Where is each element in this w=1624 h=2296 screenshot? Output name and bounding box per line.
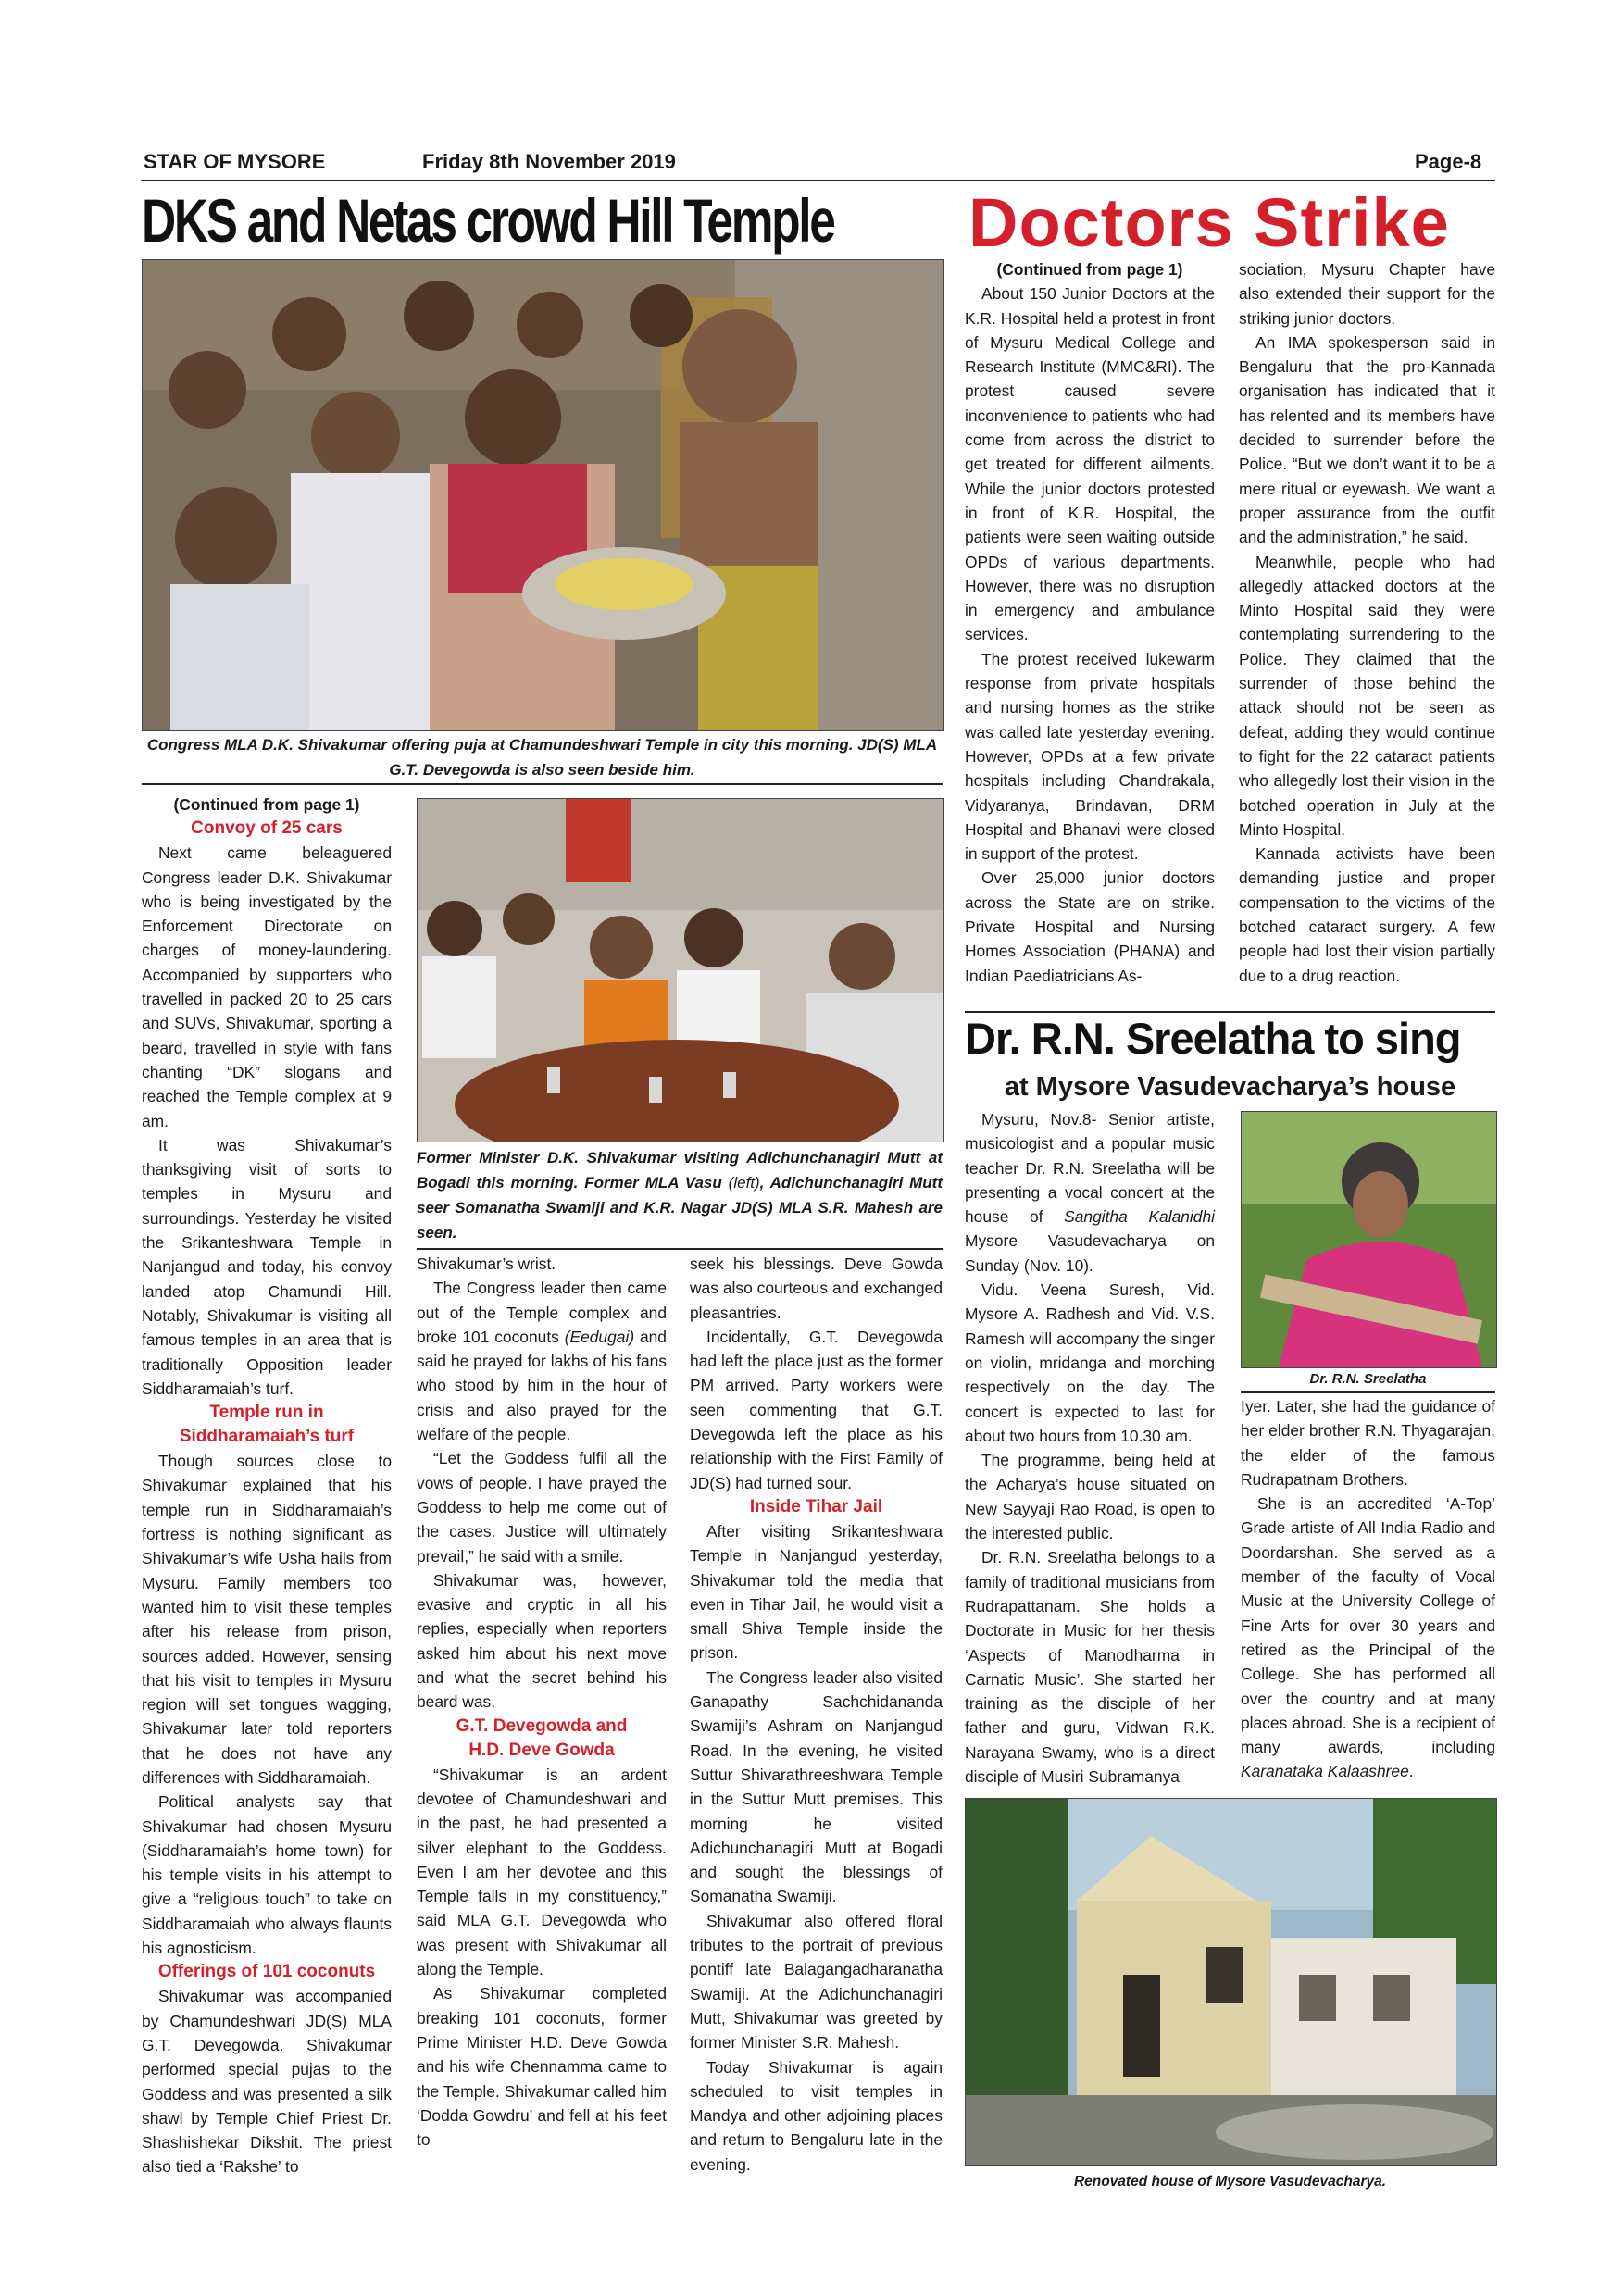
paragraph: Next came beleaguered Congress leader D.K. Shivakumar who is being investigated by the Enforcement Directorate on charges of money-laundering. Accompanied by supporters who travelled in packed 20 to 25 cars and SUVs, Shivakumar, sporting a beard, travelled in style with fans chanting “DK” slogans and reached the Temple complex at 9 am. [142, 843, 392, 1130]
photo-mutt-visit [417, 798, 944, 1142]
paragraph: An IMA spokesperson said in Bengaluru that the pro-Kannada organisation has indicated that it has relented and its members have decided to surrender before the Police. “But we don’t want it to be a mere ritual or eyewash. We want a proper assurance from the outfit and the administration,” he said. [1239, 332, 1495, 547]
paragraph: Though sources close to Shivakumar explained that his temple run in Siddharamaiah’s fortress is nothing significant as Shivakumar’s wife Usha hails from Mysuru. Family members too wanted him to visit these temples after his release from prison, sources added. However, sensing that his visit to temples in Mysuru region will set tongues wagging, Shivakumar later told reporters that he does not have any differences with Siddharamaiah. [142, 1452, 392, 1787]
paragraph: Political analysts say that Shivakumar had chosen Mysuru (Siddharamaiah’s home town) for his temple visits in his attempt to give a “religious touch” to take on Siddharamaiah who always flaunts his agnosticism. [142, 1792, 392, 1958]
subhead-gt-devegowda: G.T. Devegowda and H.D. Deve Gowda [456, 1716, 628, 1760]
paragraph: The protest received lukewarm response from private hospitals and nursing homes as the strike was called late yesterday evening. However, OPDs at a few private hospitals including Chandrakala, Vidyaranya, Brindavan, DRM Hospital and Bhanavi were closed in support of the protest. [965, 649, 1215, 864]
paragraph: Mysuru, Nov.8- Senior artiste, musicologist and a popular music teacher Dr. R.N. Sreelatha will be presenting a vocal concert at the house of Sangitha Kalanidhi Mysore Vasudevacharya on Sunday (Nov. 10). [965, 1110, 1215, 1275]
paragraph: After visiting Srikanteshwara Temple in Nanjangud yesterday, Shivakumar told the media that even in Tihar Jail, he would visit a small Shiva Temple inside the prison. [690, 1521, 943, 1663]
subhead-tihar: Inside Tihar Jail [749, 1496, 883, 1516]
story1-column-3 [690, 1252, 943, 2177]
paragraph: Shivakumar’s wrist. [417, 1254, 556, 1273]
paragraph: The Congress leader also visited Ganapathy Sachchidananda Swamiji’s Ashram on Nanjangud Road. In the evening, he visited Suttur Shivarathreeshwara Temple in the Suttur Mutt premises. This morning he visited Adichunchanagiri Mutt at Bogadi and sought the blessings of Somanatha Swamiji. [690, 1667, 943, 1906]
paragraph: Meanwhile, people who had allegedly attacked doctors at the Minto Hospital said they were contemplating surrendering to the Police. They claimed that the surrender of those behind the attack should not be seen as defeat, adding they would continue to fight for the 22 cataract patients who allegedly lost their vision in the botched operation in July at the Minto Hospital. [1239, 552, 1495, 839]
paragraph: Over 25,000 junior doctors across the State are on strike. Private Hospital and Nursing Homes Association (PHANA) and Indian Paediatricians As- [965, 868, 1215, 985]
portrait-caption: Dr. R.N. Sreelatha [1309, 1371, 1427, 1387]
story1-column-1 [142, 792, 392, 2179]
paragraph: The Congress leader then came out of the Temple complex and broke 101 coconuts (Eedugai) and said he prayed for lakhs of his fans who stood by him in the hour of crisis and also prayed for the welfare of the people. [417, 1279, 667, 1444]
subheadline-sreelatha: at Mysore Vasudevacharya’s house [1004, 1072, 1456, 1102]
masthead-paper-name: STAR OF MYSORE [144, 150, 326, 173]
continued-note: (Continued from page 1) [996, 260, 1183, 279]
caption-rule-2 [417, 1248, 943, 1250]
subhead-temple-run: Temple run in Siddharamaiah’s turf [179, 1403, 355, 1447]
paragraph: seek his blessings. Deve Gowda was also courteous and exchanged pleasantries. [690, 1254, 943, 1322]
paragraph: Vidu. Veena Suresh, Vid. Mysore A. Radhesh and Vid. V.S. Ramesh will accompany the singer on violin, mridanga and morching respectively on the day. The concert is expected to last for about two hours from 10.30 am. [965, 1280, 1215, 1445]
paragraph: sociation, Mysuru Chapter have also extended their support for the striking junior doctors. [1239, 260, 1495, 328]
paragraph: It was Shivakumar’s thanksgiving visit of sorts to temples in Mysuru and surroundings. Yesterday he visited the Srikanteshwara Temple in Nanjangud and today, his convoy landed atop Chamundi Hill. Notably, Shivakumar is visiting all famous temples in an area that is traditionally Opposition leader Siddharamaiah’s turf. [142, 1135, 392, 1398]
paragraph: Dr. R.N. Sreelatha belongs to a family of traditional musicians from Rudrapattanam. She holds a Doctorate in Music for her thesis ‘Aspects of Manodharma in Carnatic Music’. She started her training as the disciple of her father and guru, Vidwan R.K. Narayana Swamy, who is a direct disciple of Musiri Subramanya [965, 1548, 1215, 1787]
photo-temple-puja [142, 259, 944, 731]
story2-column-2 [1239, 257, 1495, 988]
headline-sreelatha: Dr. R.N. Sreelatha to sing [965, 1014, 1461, 1063]
story3-column-1 [965, 1107, 1215, 1789]
subhead-convoy: Convoy of 25 cars [191, 818, 343, 839]
paragraph: Shivakumar also offered floral tributes to the portrait of previous pontiff late Balagangadharanatha Swamiji. At the Adichunchanagiri Mutt, Shivakumar was greeted by former Minister S.R. Mahesh. [690, 1911, 943, 2053]
paragraph: As Shivakumar completed breaking 101 coconuts, former Prime Minister H.D. Deve Gowda and his wife Chennamma came to the Temple. Shivakumar called him ‘Dodda Gowdru’ and fell at his feet to [417, 1984, 667, 2150]
photo-mutt-caption: Former Minister D.K. Shivakumar visiting Adichunchanagiri Mutt at Bogadi this morning. Former MLA Vasu (left), Adichunchanagiri Mutt seer Somanatha Swamiji and K.R. Nagar JD(S) MLA S.R. Mahesh are seen. [417, 1149, 943, 1242]
subhead-offerings: Offerings of 101 coconuts [157, 1962, 376, 1982]
headline-doctors-strike: Doctors Strike [968, 184, 1450, 261]
paragraph: “Let the Goddess fulfil all the vows of people. I have prayed the Goddess to help me come out of the cases. Justice will ultimately prevail,” he said with a smile. [417, 1449, 667, 1566]
paragraph: She is an accredited ‘A-Top’ Grade artiste of All India Radio and Doordarshan. She served as a member of the faculty of Vocal Music at the University College of Fine Arts for over 30 years and retired as the Principal of the College. She has performed all over the country and at many places abroad. She is a recipient of many awards, including Karanataka Kalaashree. [1241, 1494, 1495, 1781]
story2-column-1 [965, 257, 1215, 988]
paragraph: Today Shivakumar is again scheduled to visit temples in Mandya and other adjoining places and return to Bengaluru late in the evening. [690, 2057, 943, 2174]
masthead-page-number: Page-8 [1415, 150, 1482, 173]
headline-dks: DKS and Netas crowd Hill Temple [142, 186, 834, 255]
paragraph: About 150 Junior Doctors at the K.R. Hospital held a protest in front of Mysuru Medical College and Research Institute (MMC&RI). The protest caused severe inconvenience to patients who had come from across the district to get treated for different ailments. While the junior doctors protested in front of K.R. Hospital, the patients were seen waiting outside OPDs of various departments. However, there was no disruption in emergency and ambulance services. [965, 284, 1215, 644]
paragraph: Iyer. Later, she had the guidance of her elder brother R.N. Thyagarajan, the elder of the famous Rudrapatnam Brothers. [1241, 1397, 1495, 1489]
paragraph: Kannada activists have been demanding justice and proper compensation to the victims of the botched cataract surgery. A few people had lost their vision partially due to a drug reaction. [1239, 844, 1495, 985]
masthead-date: Friday 8th November 2019 [422, 150, 676, 173]
photo-sreelatha-portrait [1241, 1111, 1497, 1368]
paragraph: Incidentally, G.T. Devegowda had left the place just as the former PM arrived. Party workers were seen commenting that G.T. Devegowda left the place as his relationship with the First Family of JD(S) had turned sour. [690, 1327, 943, 1492]
paragraph: “Shivakumar is an ardent devotee of Chamundeshwari and in the past, he had presented a silver elephant to the Goddess. Even I am her devotee and this Temple falls in my constituency,” said MLA G.T. Devegowda who was present with Shivakumar all along the Temple. [417, 1765, 667, 1979]
paragraph: Shivakumar was, however, evasive and cryptic in all his replies, especially when reporters asked him about his next move and what the secret behind his beard was. [417, 1570, 667, 1712]
masthead-rule [141, 180, 1495, 181]
continued-note: (Continued from page 1) [173, 795, 360, 814]
paragraph: Shivakumar was accompanied by Chamundeshwari JD(S) MLA G.T. Devegowda. Shivakumar performed special pujas to the Goddess and was presented a silk shawl by Temple Chief Priest Dr. Shashishekar Dikshit. The priest also tied a ‘Rakshe’ to [142, 1987, 392, 2177]
house-caption: Renovated house of Mysore Vasudevacharya. [1073, 2174, 1387, 2190]
photo-vasudevacharya-house [965, 1798, 1497, 2166]
story1-column-2 [417, 1252, 667, 2152]
story3-column-2 [1241, 1394, 1495, 1784]
caption-rule [142, 783, 943, 785]
portrait-caption-rule [1241, 1391, 1495, 1393]
paragraph: The programme, being held at the Acharya’s house situated on New Sayyaji Rao Road, is open to the interested public. [965, 1451, 1215, 1543]
photo-temple-caption: Congress MLA D.K. Shivakumar offering puja at Chamundeshwari Temple in city this morning. JD(S) MLA G.T. Devegowda is also seen beside him. [146, 736, 938, 779]
